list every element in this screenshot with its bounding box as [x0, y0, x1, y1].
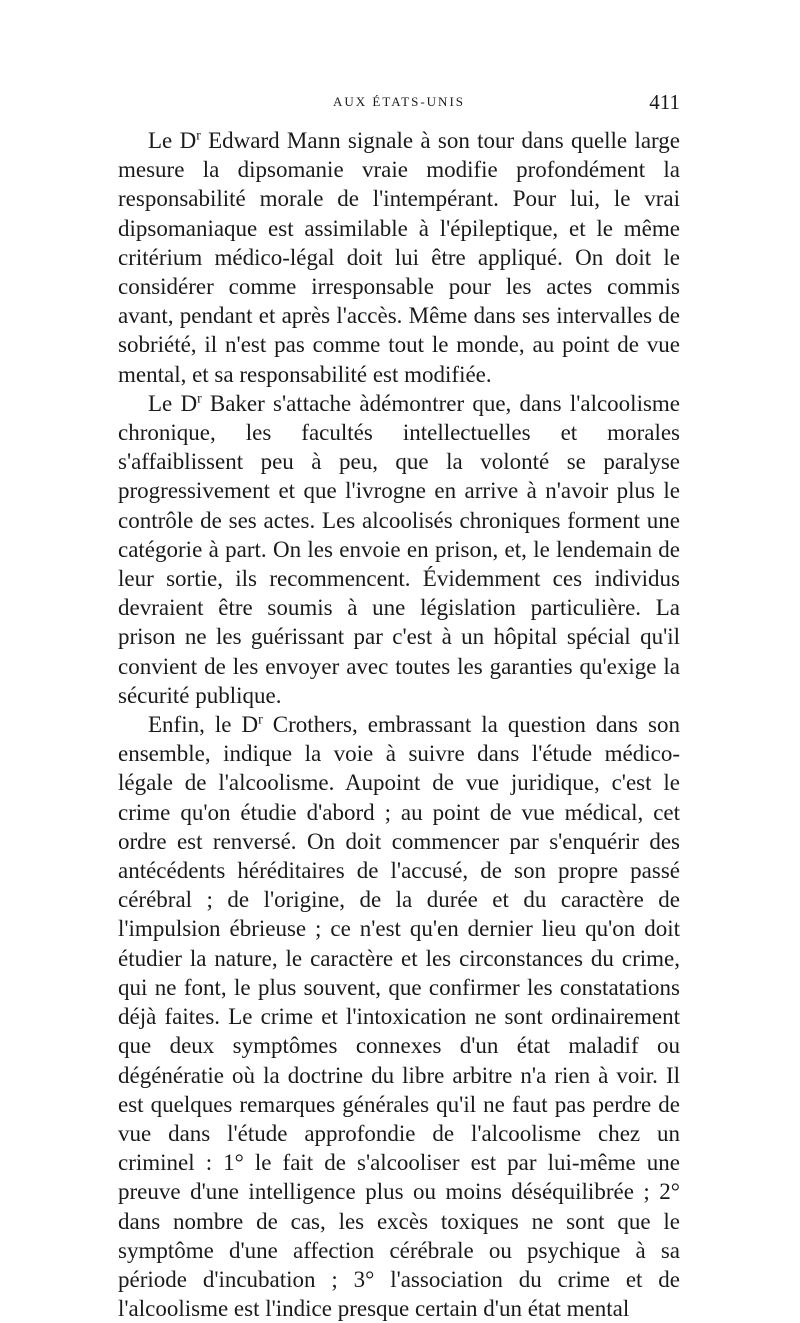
paragraph: Le $D^r$ Baker s'attache àdémontrer que, dans l'alcoolisme chronique, les facultés intellectuelles et morales s'affaiblissent peu à peu, que la volonté se paralyse progressivement et que l'ivrogne en arrive à n'avoir plus le contrôle de ses actes. Les alcoolisés chroniques forment une catégorie à part. On les envoie en prison, et, le lendemain de leur sortie, ils recommencent. Évidemment ces individus devraient être soumis à une législation particulière. La prison ne les guérissant par c'est à un hôpital spécial qu'il convient de les envoyer avec toutes les garanties qu'exige la sécurité publique. [118, 390, 681, 708]
paragraph: Enfin, le $D^r$ Crothers, embrassant la question dans son ensemble, indique la voie à suivre dans l'étude médico-légale de l'alcoolisme. Aupoint de vue juridique, c'est le crime qu'on étudie d'abord ; au point de vue médical, cet ordre est renversé. On doit commencer par s'enquérir des antécédents héréditaires de l'accusé, de son propre passé cérébral ; de l'origine, de la durée et du caractère de l'impulsion ébrieuse ; ce n'est qu'en dernier lieu qu'on doit étudier la nature, le caractère et les circonstances du crime, qui ne font, le plus souvent, que confirmer les constatations déjà faites. Le crime et l'intoxication ne sont ordinairement que deux symptômes connexes d'un état maladif ou dégénératie où la doctrine du libre arbitre n'a rien à voir. Il est quelques remarques générales qu'il ne faut pas perdre de vue dans l'étude approfondie de l'alcoolisme chez un criminel : 1° le fait de s'alcooliser est par lui-même une preuve d'une intelligence plus ou moins déséquilibrée ; 2° dans nombre de cas, les excès toxiques ne sont que le symptôme d'une affection cérébrale ou psychique à sa période d'incubation ; 3° l'association du crime et de l'alcoolisme est l'indice presque certain d'un état mental [118, 711, 680, 1322]
page-number: 411 [649, 90, 680, 114]
body-text [118, 126, 680, 1323]
running-header [118, 90, 680, 126]
paragraph: Le $D^r$ Edward Mann signale à son tour dans quelle large mesure la dipsomanie vraie modifie profondément la responsabilité morale de l'intempérant. Pour lui, le vrai dipsomaniaque est assimilable à l'épileptique, et le même critérium médico-légal doit lui être appliqué. On doit le considérer comme irresponsable pour les actes commis avant, pendant et après l'accès. Même dans ses intervalles de sobriété, il n'est pas comme tout le monde, au point de vue mental, et sa responsabilité est modifiée. [118, 127, 681, 387]
book-page [118, 90, 680, 1323]
running-title: AUX ÉTATS-UNIS [332, 94, 466, 109]
